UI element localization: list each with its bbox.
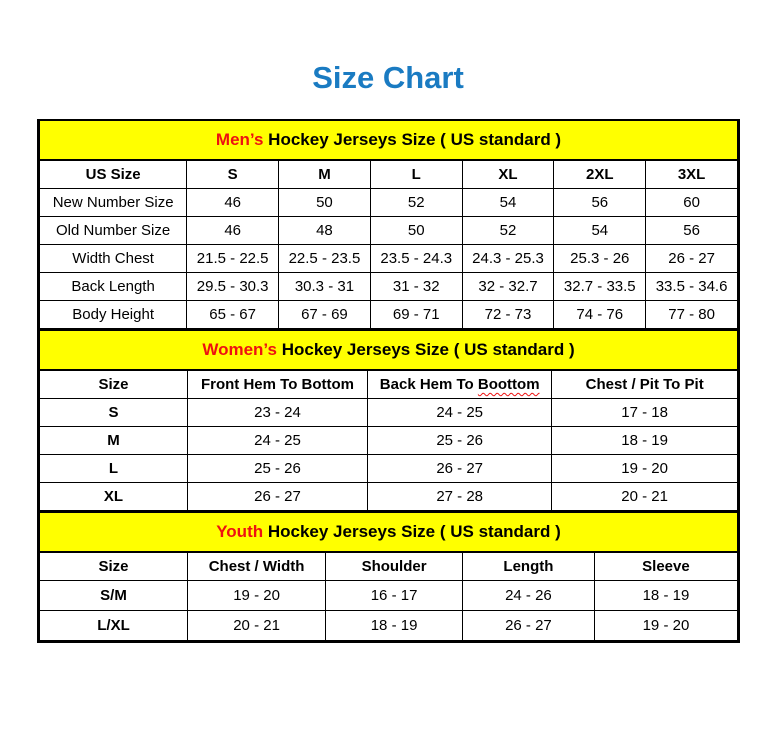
size-cell: 19 - 20 [187,581,325,611]
youth-banner-rest: Hockey Jerseys Size ( US standard ) [263,522,561,541]
size-cell: 22.5 - 23.5 [279,245,371,273]
womens-banner-rest: Hockey Jerseys Size ( US standard ) [276,340,575,359]
misspelled-word: Boottom [477,376,540,393]
size-cell: 23 - 24 [187,399,367,427]
size-cell: 26 - 27 [187,483,367,511]
size-cell: 25.3 - 26 [554,245,646,273]
header-cell: US Size [40,160,187,189]
header-cell: Chest / Width [187,552,325,581]
row-label: Body Height [40,301,187,329]
youth-banner-row [40,512,738,552]
mens-header-row [40,160,738,189]
size-cell: 72 - 73 [462,301,554,329]
size-cell: 56 [554,189,646,217]
size-cell: 60 [646,189,738,217]
size-cell: 19 - 20 [594,611,737,641]
mens-banner-rest: Hockey Jerseys Size ( US standard ) [263,130,562,149]
row-label: Width Chest [40,245,187,273]
youth-row-sm [40,581,738,611]
size-cell: 24.3 - 25.3 [462,245,554,273]
mens-banner-row [40,121,738,160]
youth-size-table [39,511,738,641]
womens-row-l [40,455,738,483]
size-cell: 54 [554,217,646,245]
header-cell: Sleeve [594,552,737,581]
row-label: Back Length [40,273,187,301]
size-cell: 32 - 32.7 [462,273,554,301]
size-cell: 17 - 18 [552,399,738,427]
mens-banner-highlight: Men’s [215,130,264,149]
mens-row-body-height [40,301,738,329]
youth-row-lxl [40,611,738,641]
size-cell: 20 - 21 [552,483,738,511]
size-cell: 46 [187,189,279,217]
womens-row-xl [40,483,738,511]
row-label: S/M [40,581,188,611]
size-cell: 65 - 67 [187,301,279,329]
size-cell: 26 - 27 [462,611,594,641]
size-cell: 23.5 - 24.3 [370,245,462,273]
size-cell: 31 - 32 [370,273,462,301]
size-cell: 50 [370,217,462,245]
size-cell: 56 [646,217,738,245]
size-cell: 48 [279,217,371,245]
header-cell: M [279,160,371,189]
size-cell: 26 - 27 [646,245,738,273]
size-cell: 21.5 - 22.5 [187,245,279,273]
header-cell: Chest / Pit To Pit [552,370,738,399]
header-cell: Length [462,552,594,581]
header-cell: Front Hem To Bottom [187,370,367,399]
mens-row-old-number-size [40,217,738,245]
size-chart-tables [37,119,740,643]
size-cell: 74 - 76 [554,301,646,329]
size-cell: 69 - 71 [370,301,462,329]
header-cell: XL [462,160,554,189]
womens-row-m [40,427,738,455]
size-cell: 32.7 - 33.5 [554,273,646,301]
mens-size-table [39,121,738,329]
size-cell: 24 - 25 [187,427,367,455]
size-chart-page [0,60,776,643]
header-cell: Size [40,370,188,399]
size-cell: 18 - 19 [326,611,463,641]
header-cell: 3XL [646,160,738,189]
header-text: Back Hem To [379,376,478,393]
size-cell: 52 [462,217,554,245]
size-cell: 46 [187,217,279,245]
size-cell: 24 - 25 [368,399,552,427]
youth-header-row [40,552,738,581]
row-label: Old Number Size [40,217,187,245]
size-cell: 27 - 28 [368,483,552,511]
header-cell-misspelled [368,370,552,399]
size-cell: 33.5 - 34.6 [646,273,738,301]
womens-row-s [40,399,738,427]
size-cell: 25 - 26 [187,455,367,483]
size-cell: 18 - 19 [552,427,738,455]
size-cell: 19 - 20 [552,455,738,483]
womens-section-banner [40,330,738,370]
size-cell: 30.3 - 31 [279,273,371,301]
size-cell: 24 - 26 [462,581,594,611]
header-cell: Shoulder [326,552,463,581]
page-title: Size Chart [312,60,464,95]
size-cell: 50 [279,189,371,217]
mens-section-banner [40,121,738,160]
womens-header-row [40,370,738,399]
header-cell: Size [40,552,188,581]
size-cell: 67 - 69 [279,301,371,329]
mens-row-new-number-size [40,189,738,217]
youth-banner-highlight: Youth [216,522,264,541]
row-label: L [40,455,188,483]
size-cell: 18 - 19 [594,581,737,611]
row-label: M [40,427,188,455]
header-cell: L [370,160,462,189]
row-label: New Number Size [40,189,187,217]
header-cell: S [187,160,279,189]
size-cell: 54 [462,189,554,217]
size-cell: 52 [370,189,462,217]
size-cell: 26 - 27 [368,455,552,483]
row-label: L/XL [40,611,188,641]
mens-row-width-chest [40,245,738,273]
row-label: S [40,399,188,427]
row-label: XL [40,483,188,511]
size-cell: 25 - 26 [368,427,552,455]
mens-row-back-length [40,273,738,301]
youth-section-banner [40,512,738,552]
womens-size-table [39,329,738,511]
size-cell: 77 - 80 [646,301,738,329]
header-cell: 2XL [554,160,646,189]
womens-banner-highlight: Women’s [202,340,277,359]
size-cell: 20 - 21 [187,611,325,641]
womens-banner-row [40,330,738,370]
size-cell: 29.5 - 30.3 [187,273,279,301]
size-cell: 16 - 17 [326,581,463,611]
